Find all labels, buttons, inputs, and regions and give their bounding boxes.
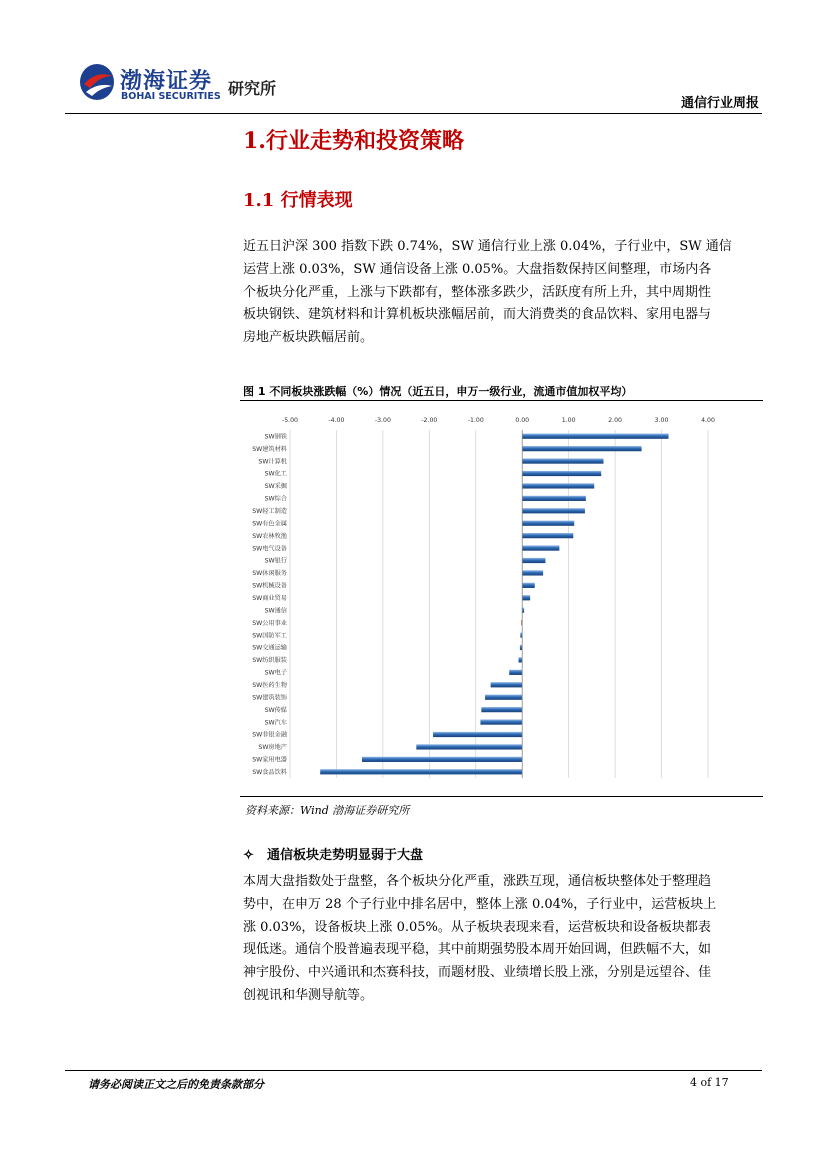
paragraph-line: 板块钢铁、建筑材料和计算机板块涨幅居前，而大消费类的食品饮料、家用电器与 — [243, 307, 712, 323]
category-label: SW医药生物 — [252, 681, 287, 689]
diamond-bullet-icon: ✧ — [243, 848, 254, 863]
bar-SW农林牧渔 — [522, 533, 573, 538]
paragraph-line: 本周大盘指数处于盘整，各个板块分化严重，涨跌互现，通信板块整体处于整理趋 — [243, 874, 712, 889]
category-label: SW化工 — [264, 470, 287, 478]
x-tick-label: 3.00 — [654, 417, 669, 424]
figure-top-rule — [240, 400, 763, 401]
section-heading: 1.行业走势和投资策略 — [243, 128, 464, 154]
paragraph-line: 神宇股份、中兴通讯和杰赛科技，而题材股、业绩增长股上涨，分别是远望谷、佳 — [243, 965, 712, 981]
logo-chinese-name: 渤海证券 — [120, 69, 213, 94]
category-label: SW机械设备 — [252, 582, 287, 590]
x-tick-label: 1.00 — [561, 417, 576, 424]
category-label: SW建筑材料 — [252, 445, 287, 453]
paragraph-line: 近五日沪深 300 指数下跌 0.74%，SW 通信行业上涨 0.04%，子行业中，SW 通信 — [243, 239, 732, 254]
bar-SW采掘 — [522, 483, 594, 488]
x-tick-label: 0.00 — [515, 417, 530, 424]
report-type: 通信行业周报 — [680, 96, 759, 111]
paragraph-line: 运营上涨 0.03%，SW 通信设备上涨 0.05%。大盘指数保持区间整理，市场内各 — [243, 261, 712, 277]
paragraph-line: 势中，在申万 28 个子行业中排名居中，整体上涨 0.04%，子行业中，运营板块上 — [243, 896, 717, 912]
category-label: SW轻工制造 — [252, 507, 287, 515]
category-label: SW电子 — [264, 669, 287, 677]
x-tick-label: -2.00 — [421, 417, 438, 424]
category-label: SW银行 — [264, 557, 287, 565]
category-label: SW交通运输 — [252, 644, 287, 652]
institute-label: 研究所 — [228, 79, 277, 98]
paragraph-line: 个板块分化严重，上涨与下跌都有，整体涨多跌少，活跃度有所上升，其中周期性 — [243, 284, 712, 300]
category-label: SW钢铁 — [264, 433, 287, 441]
category-label: SW商业贸易 — [252, 594, 287, 602]
category-label: SW汽车 — [264, 719, 287, 727]
category-label: SW有色金属 — [252, 520, 287, 528]
figure-bottom-rule — [240, 796, 763, 797]
x-tick-label: -5.00 — [281, 417, 299, 424]
x-tick-label: -4.00 — [328, 417, 345, 424]
bar-SW家用电器 — [362, 757, 522, 762]
footer-divider — [65, 1070, 762, 1071]
paragraph-line: 创视讯和华测导航等。 — [243, 987, 374, 1003]
bar-SW计算机 — [522, 458, 603, 463]
bar-SW轻工制造 — [522, 508, 585, 513]
category-label: SW计算机 — [258, 458, 287, 466]
paragraph-line: 现低迷。通信个股普遍表现平稳，其中前期强势股本周开始回调，但跌幅不大，如 — [243, 942, 712, 958]
bohai-logo-icon — [78, 62, 116, 102]
paragraph-line: 房地产板块跌幅居前。 — [243, 330, 374, 346]
category-label: SW综合 — [264, 495, 287, 503]
x-tick-label: -3.00 — [374, 417, 391, 424]
bar-SW医药生物 — [491, 682, 523, 687]
bar-SW食品饮料 — [320, 769, 522, 774]
category-label: SW国防军工 — [252, 632, 287, 640]
market-paragraph — [243, 236, 765, 350]
logo-english-name: BOHAI SECURITIES — [121, 91, 221, 102]
bar-SW休闲服务 — [522, 570, 543, 575]
company-logo — [78, 62, 298, 106]
category-label: SW食品饮料 — [252, 768, 287, 776]
figure-source: 资料来源：Wind 渤海证券研究所 — [245, 804, 410, 817]
category-label: SW电气设备 — [252, 545, 287, 553]
category-label: SW采掘 — [264, 483, 287, 491]
x-tick-label: -1.00 — [467, 417, 484, 424]
subsection-point-title: 通信板块走势明显弱于大盘 — [267, 848, 424, 863]
bar-SW综合 — [522, 496, 586, 501]
bar-SW商业贸易 — [522, 595, 530, 600]
bar-SW房地产 — [416, 744, 522, 749]
bar-SW建筑材料 — [522, 446, 641, 451]
category-label: SW房地产 — [258, 744, 287, 752]
subsection-point-heading — [243, 844, 423, 863]
bar-SW电气设备 — [522, 545, 559, 550]
bar-SW纺织服装 — [519, 657, 523, 662]
category-label: SW传媒 — [264, 706, 287, 714]
header-divider — [65, 113, 762, 114]
bar-SW电子 — [509, 670, 522, 675]
category-label: SW公用事业 — [252, 619, 287, 627]
figure-caption: 图 1 不同板块涨跌幅（%）情况（近五日，申万一级行业，流通市值加权平均） — [243, 385, 633, 398]
bar-SW汽车 — [480, 719, 522, 724]
bar-SW建筑装饰 — [485, 695, 522, 700]
category-label: SW休闲服务 — [252, 570, 287, 578]
category-label: SW非银金融 — [252, 731, 287, 739]
bar-SW传媒 — [481, 707, 522, 712]
category-label: SW家用电器 — [252, 756, 287, 764]
x-tick-label: 2.00 — [608, 417, 623, 424]
sector-change-bar-chart — [240, 406, 762, 794]
category-label: SW农林牧渔 — [252, 532, 287, 540]
subsection-heading: 1.1 行情表现 — [243, 190, 353, 211]
category-label: SW建筑装饰 — [252, 694, 287, 702]
category-label: SW通信 — [264, 607, 287, 615]
footer-disclaimer: 请务必阅读正文之后的免责条款部分 — [88, 1078, 264, 1091]
category-label: SW纺织服装 — [252, 657, 287, 665]
bar-SW机械设备 — [522, 583, 535, 588]
bar-SW化工 — [522, 471, 601, 476]
paragraph-line: 涨 0.03%，设备板块上涨 0.05%。从子板块表现来看，运营板块和设备板块都表 — [243, 919, 711, 935]
bar-SW有色金属 — [522, 521, 574, 526]
page-number: 4 of 17 — [690, 1076, 729, 1089]
telecom-paragraph — [243, 871, 765, 1008]
bar-SW银行 — [522, 558, 545, 563]
bar-SW钢铁 — [522, 434, 668, 439]
bar-SW非银金融 — [433, 732, 522, 737]
x-tick-label: 4.00 — [701, 417, 715, 424]
